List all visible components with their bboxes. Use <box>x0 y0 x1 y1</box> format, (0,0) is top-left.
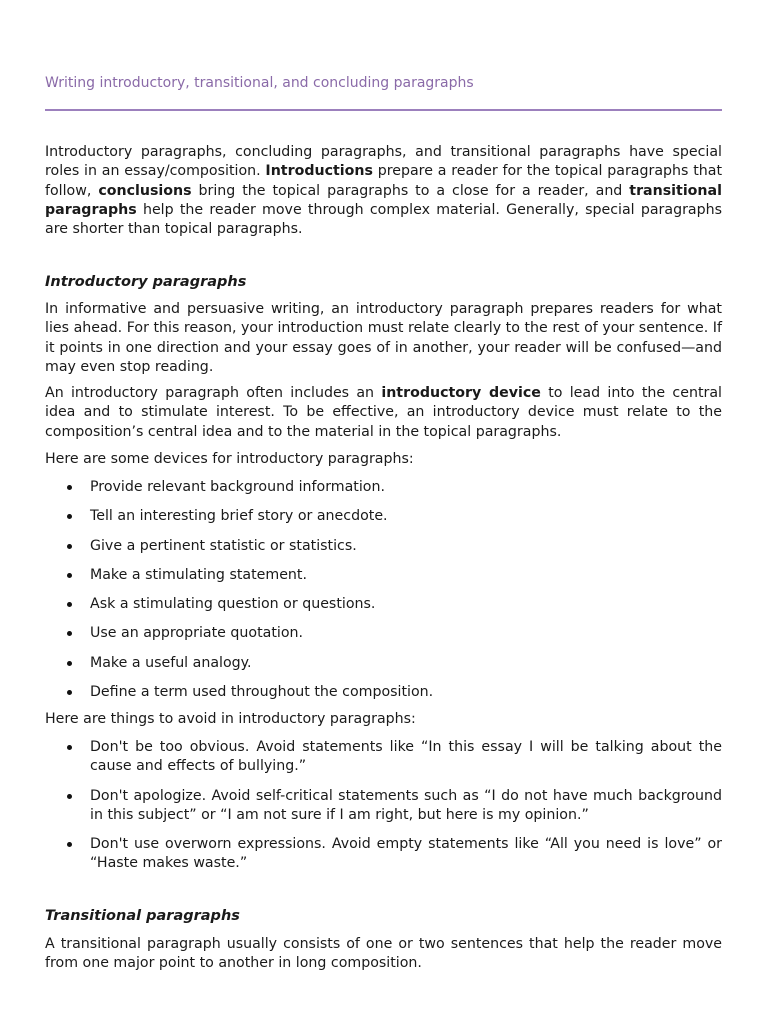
paragraph-text: An introductory paragraph often includes an <box>45 385 382 401</box>
bullet-icon <box>67 745 72 750</box>
list-item: Give a pertinent statistic or statistics. <box>45 537 722 556</box>
list-item: Ask a stimulating question or questions. <box>45 595 722 614</box>
devices-list <box>45 478 722 702</box>
overview-bold-transitional: transitional paragraphs <box>45 182 722 218</box>
bullet-icon <box>67 690 72 695</box>
bullet-icon <box>67 631 72 636</box>
introductory-paragraph-1: In informative and persuasive writing, an introductory paragraph prepares readers for what lies ahead. For this reason, your introduction must relate clearly to the rest of your sentence. If it points in one direction and your essay goes of in another, your reader will be confused—and may even stop reading. <box>45 301 722 375</box>
introductory-paragraph-2 <box>45 384 722 442</box>
bullet-icon <box>67 514 72 519</box>
bold-introductory-device: introductory device <box>381 385 541 401</box>
avoid-lead: Here are things to avoid in introductory paragraphs: <box>45 711 416 727</box>
header-divider <box>45 109 722 111</box>
overview-bold-conclusions: conclusions <box>98 182 192 199</box>
bullet-icon <box>67 573 72 578</box>
bullet-icon <box>67 794 72 799</box>
paragraph-text: to lead into the central idea and to stimulate interest. To be effective, an introductory device must relate to the composition’s central idea and to the material in the topical paragraphs. <box>45 385 722 440</box>
bullet-icon <box>67 485 72 490</box>
document-header-title: Writing introductory, transitional, and concluding paragraphs <box>45 75 474 91</box>
list-item: Don't apologize. Avoid self-critical statements such as “I do not have much background in this subject” or “I am not sure if I am right, but here is my opinion.” <box>45 787 722 826</box>
list-item: Use an appropriate quotation. <box>45 624 722 643</box>
list-item: Don't use overworn expressions. Avoid empty statements like “All you need is love” or “Haste makes waste.” <box>45 835 722 874</box>
devices-lead: Here are some devices for introductory paragraphs: <box>45 451 414 467</box>
section-heading-transitional: Transitional paragraphs <box>45 908 240 924</box>
list-item: Define a term used throughout the composition. <box>45 683 722 702</box>
section-heading-introductory: Introductory paragraphs <box>45 274 247 290</box>
list-item: Provide relevant background information. <box>45 478 722 497</box>
overview-paragraph <box>45 143 722 239</box>
overview-text: bring the topical paragraphs to a close for a reader, and <box>191 182 630 199</box>
list-item: Make a stimulating statement. <box>45 566 722 585</box>
list-item: Make a useful analogy. <box>45 654 722 673</box>
bullet-icon <box>67 842 72 847</box>
bullet-icon <box>67 661 72 666</box>
overview-text: help the reader move through complex material. Generally, special paragraphs are shorter than topical paragraphs. <box>45 201 722 238</box>
avoid-list <box>45 738 722 874</box>
bullet-icon <box>67 544 72 549</box>
bullet-icon <box>67 602 72 607</box>
list-item: Don't be too obvious. Avoid statements like “In this essay I will be talking about the cause and effects of bullying.” <box>45 738 722 777</box>
transitional-paragraph-1: A transitional paragraph usually consists of one or two sentences that help the reader move from one major point to another in long composition. <box>45 936 722 972</box>
overview-text: prepare a reader for the topical paragraphs that follow, <box>45 163 723 199</box>
overview-text: Introductory paragraphs, concluding paragraphs, and transitional paragraphs have special roles in an essay/composition. <box>45 144 722 180</box>
list-item: Tell an interesting brief story or anecdote. <box>45 507 722 526</box>
overview-bold-introductions: Introductions <box>265 163 373 180</box>
